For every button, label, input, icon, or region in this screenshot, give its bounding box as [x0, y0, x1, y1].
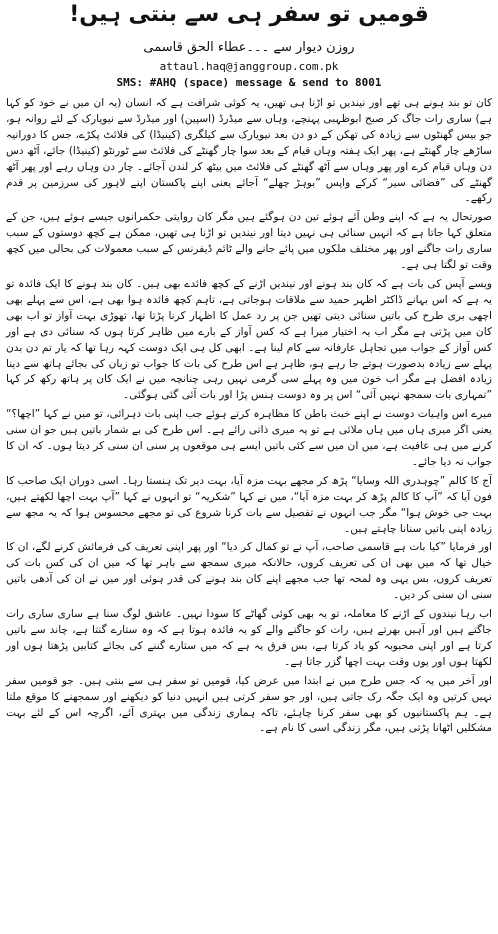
- column-body: [6, 96, 492, 934]
- author-email: attaul.haq@janggroup.com.pk: [159, 60, 339, 73]
- paragraph: اور فرمایا ”کیا بات ہے قاسمی صاحب، آپ نے تو کمال کر دیا“ اور پھر اپنی تعریف کی فرمائش کرنے لگے، ان کا خیال تھا کہ میں بھی ان کی تعریف کروں، حالانکہ میری سمجھ سے باہر تھا کہ میں ان کی کس بات کی تعریف کروں، بس یہی وہ لمحہ تھا جب مجھے اپنے کان بند ہونے کی قدر ہوئی اور میں نے ان کی آدھی باتیں سنی ان سنی کر دیں۔: [6, 541, 492, 602]
- paragraph: کان تو بند ہونے ہی تھے اور نیندیں تو اڑنا ہی تھیں، یہ کوئی شرافت ہے کہ انسان (یہ ان میں نے خود کو کہا ہے) ساری رات جاگ کر صبح ابوظہبی پہنچے، وہاں سے میڈرڈ (اسپین) اور میڈرڈ سے نیویارک کے لئے روانہ ہو، جو بیس گھنٹوں سے زیادہ کی تھکن کے دو دن بعد نیویارک سے کیلگری (کینیڈا) کی فلائٹ پکڑے، جس کا دورانیہ ساڑھے چار گھنٹے ہے، پھر ایک ہفتہ وہاں قیام کے بعد سوا چار گھنٹے کی فلائٹ سے ٹورنٹو (کینیڈا) جائے، آٹھ دس دن وہاں قیام کرے اور پھر وہاں سے آٹھ گھنٹے کی فلائٹ میں بیٹھ کر لندن آجائے۔ چار دن وہاں رہے اور پھر آٹھ گھنٹے کی ”فضائی سیر“ کرکے واپس ”بوہڑ چھلے“ آجائے یعنی اپنے پاکستان اپنے لاہور کی سرزمین پر قدم رکھے۔: [6, 97, 492, 205]
- sms-instructions: SMS: #AHQ (space) message & send to 8001: [116, 76, 382, 89]
- paragraph: اب رہا نیندوں کے اڑنے کا معاملہ، تو یہ بھی کوئی گھاٹے کا سودا نہیں۔ عاشق لوگ سنا ہے ساری ساری رات جاگتے ہیں اور آہیں بھرتے ہیں، رات کو جاگنے والے کو یہ فائدہ ہوتا ہے کہ وہ ستارے گنتا ہے، چاند سے باتیں کرتا ہے اور اپنی محبوبہ کو یاد کرتا ہے، بس فرق یہ ہے کہ میں ستارے گننے کی بجائے کتابیں پڑھتا ہوں اور لکھتا ہوں اور یوں وقت بہت اچھا گزر جاتا ہے۔: [6, 608, 492, 668]
- paragraph: میرے اس واہیات دوست نے اپنے خبث باطن کا مظاہرہ کرتے ہوئے جب اپنی بات دہرائی، تو میں نے کہا ”اچھا؟“ یعنی اگر میری ہاں میں ہاں ملائی ہے تو یہ میری ذاتی رائے ہے۔ اس طرح کی بے شمار باتیں ہیں جو ان سنی کرنے میں ہی عافیت ہے، میں ان میں سے کئی باتیں ایسے ہی موقعوں پر سنی ان سنی کر دیتا ہوں۔ کہ ان کا جواب نہ دیا جائے۔: [6, 408, 492, 468]
- paragraph: ویسے آپس کی بات ہے کہ کان بند ہونے اور نیندیں اڑنے کے کچھ فائدے بھی ہیں۔ کان بند ہونے کا ایک فائدہ تو یہ ہے کہ اس بہانے ڈاکٹر اظہر حمید سے ملاقات ہوجاتی ہے، تاہم کچھ فائدہ ہوا بھی ہے، اس سے پہلے بھی اچھی بری طرح کی باتیں سنائی دیتی تھیں جن پر رد عمل کا اظہار کرنا پڑتا تھا، تھوڑی بہت آواز تو اب بھی کان میں پڑتی ہے مگر اب یہ اختیار میرا ہے کہ کس آواز کے بارے میں ظاہر کرتا ہوں کہ سنائی دی ہے اور کس آواز کے جواب میں تجاہل عارفانہ سے کام لینا ہے۔ ابھی کل ہی ایک دوست کہہ رہا تھا کہ یار تم دن بدن پہلے سے زیادہ بدصورت ہوتے جا رہے ہو، ظاہر ہے اس طرح کی بات کا جواب تو زبان کی بجائے ہاتھ سے دینا زیادہ افضل ہے مگر اب خون میں وہ پہلے سی گرمی نہیں رہی چنانچہ میں نے ایک کان پر ہاتھ رکھ کر کہا ”تمہاری بات سمجھ نہیں آئی“ اس پر وہ دوست ہنس پڑا اور بات آئی گئی ہوگئی۔: [6, 277, 492, 402]
- byline: روزن دیوار سے ۔۔۔عطاء الحق قاسمی: [143, 40, 355, 55]
- paragraph: صورتحال یہ ہے کہ اپنے وطن آئے ہوئے تین دن ہوگئے ہیں مگر کان روایتی حکمرانوں جیسے ہوئے ہیں، جن کے متعلق کہا جاتا ہے کہ انہیں سنائی ہی نہیں دیتا اور نیندیں تو اڑنا ہی تھیں، ممکن ہے کچھ دوستوں کے سبب ساری رات جاگنے اور پھر مختلف ملکوں میں پائے جانے والے ٹائم ڈیفرنس کے سبب معمولات کی بحالی میں کچھ وقت تو لگتا ہی ہے۔: [6, 211, 492, 272]
- paragraph: آج کا کالم ”چوہدری اللہ وسایا“ پڑھ کر مجھے بہت مزہ آیا، بہت دیر تک ہنستا رہا۔ اسی دوران ایک صاحب کا فون آیا کہ ”آپ کا کالم پڑھ کر بہت مزہ آیا“، میں نے کہا ”شکریہ“ تو انہوں نے کہا ”آپ بہت اچھا لکھتے ہیں، بہت جی خوش ہوا“ مگر جب انہوں نے تفصیل سے بات کرنا شروع کی تو مجھے محسوس ہوا کہ یہ مجھ سے زیادہ اپنی باتیں سنانا چاہتے ہیں۔: [6, 474, 492, 535]
- paragraph: اور آخر میں یہ کہ جس طرح میں نے ابتدا میں عرض کیا، قومیں تو سفر ہی سے بنتی ہیں۔ جو قومیں سفر نہیں کرتیں وہ ایک جگہ رک جاتی ہیں، اور جو سفر کرتی ہیں انہیں دنیا کو دیکھنے اور سمجھنے کا موقع ملتا ہے۔ ہم پاکستانیوں کو بھی سفر کرنا چاہئے، تاکہ ہماری زندگی میں بہتری آئے، اگرچہ اس کے لئے بہت مشکلیں اٹھانا پڑتی ہیں، مگر زندگی اسی کا نام ہے۔: [6, 674, 492, 735]
- headline: قومیں تو سفر ہی سے بنتی ہیں!: [69, 2, 429, 27]
